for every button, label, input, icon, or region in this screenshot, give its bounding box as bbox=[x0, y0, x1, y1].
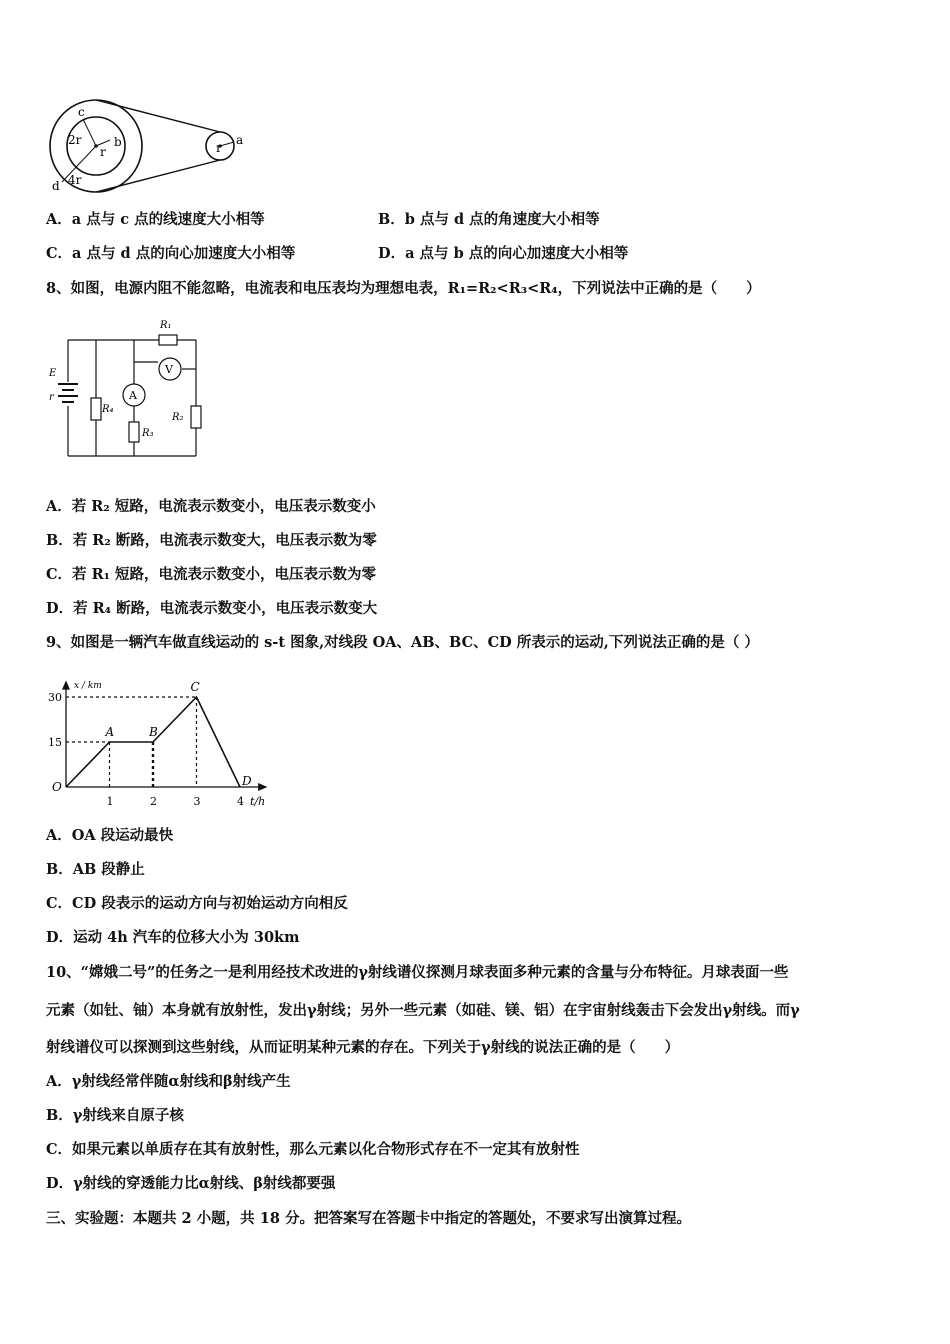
q8-stem: 8、如图，电源内阻不能忽略，电流表和电压表均为理想电表，R₁=R₂<R₃<R₄，下列说法中正确的是（ ） bbox=[46, 280, 761, 297]
q7-option-b: B．b 点与 d 点的角速度大小相等 bbox=[378, 211, 600, 228]
q9-option-d: D．运动 4h 汽车的位移大小为 30km bbox=[46, 929, 300, 946]
x-tick-label: 4 bbox=[237, 795, 244, 808]
q10-stem-line2: 元素（如钍、铀）本身就有放射性，发出γ射线；另外一些元素（如硅、镁、铝）在宇宙射线轰击下会发出γ射线。而γ bbox=[46, 1002, 800, 1019]
q10-option-d: D．γ射线的穿透能力比α射线、β射线都要强 bbox=[46, 1175, 336, 1192]
circuit-label-E: E bbox=[49, 368, 57, 379]
ammeter-label: A bbox=[129, 389, 137, 402]
label-d: d bbox=[52, 179, 60, 193]
circuit-label-R1: R₁ bbox=[160, 320, 172, 331]
circuit-label-r: r bbox=[49, 392, 54, 403]
circuit-label-R3: R₃ bbox=[142, 428, 154, 439]
label-c: c bbox=[78, 105, 85, 119]
pulley-figure bbox=[44, 98, 254, 198]
q7-option-a: A．a 点与 c 点的线速度大小相等 bbox=[46, 211, 265, 228]
y-tick-label: 30 bbox=[48, 691, 62, 704]
q8-option-a: A．若 R₂ 短路，电流表示数变小，电压表示数变小 bbox=[46, 498, 376, 515]
x-axis-arrow bbox=[259, 784, 266, 790]
q10-stem-line1: 10、“嫦娥二号”的任务之一是利用经技术改进的γ射线谱仪探测月球表面多种元素的含量与分布特征。月球表面一些 bbox=[46, 964, 789, 981]
q10-option-c: C．如果元素以单质存在其有放射性，那么元素以化合物形式存在不一定其有放射性 bbox=[46, 1141, 580, 1158]
circuit-label-R2: R₂ bbox=[172, 412, 184, 423]
q9-option-a: A．OA 段运动最快 bbox=[46, 827, 174, 844]
label-r-center: r bbox=[100, 145, 106, 159]
x-axis-label: t/h bbox=[250, 795, 266, 808]
y-axis-label: x / km bbox=[74, 681, 102, 691]
q10-option-b: B．γ射线来自原子核 bbox=[46, 1107, 184, 1124]
x-tick-label: 2 bbox=[150, 795, 157, 808]
label-2r: 2r bbox=[68, 133, 82, 147]
q8-option-b: B．若 R₂ 断路，电流表示数变大，电压表示数为零 bbox=[46, 532, 377, 549]
point-label: A bbox=[105, 725, 115, 739]
label-a: a bbox=[236, 133, 244, 147]
circuit-figure bbox=[46, 312, 206, 460]
q7-option-d: D．a 点与 b 点的向心加速度大小相等 bbox=[378, 245, 629, 262]
q9-stem: 9、如图是一辆汽车做直线运动的 s-t 图象,对线段 OA、AB、BC、CD 所表示的运动,下列说法正确的是（ ） bbox=[46, 634, 759, 651]
q10-option-a: A．γ射线经常伴随α射线和β射线产生 bbox=[46, 1073, 291, 1090]
x-tick-label: 3 bbox=[193, 795, 201, 808]
label-4r: 4r bbox=[68, 173, 82, 187]
section-3-heading: 三、实验题：本题共 2 小题，共 18 分。把答案写在答题卡中指定的答题处，不要求写出演算过程。 bbox=[46, 1210, 691, 1227]
voltmeter-label: V bbox=[165, 363, 173, 376]
st-chart bbox=[44, 662, 270, 812]
label-r-small: r bbox=[216, 141, 222, 155]
q9-option-c: C．CD 段表示的运动方向与初始运动方向相反 bbox=[46, 895, 348, 912]
q8-option-d: D．若 R₄ 断路，电流表示数变小，电压表示数变大 bbox=[46, 600, 378, 617]
y-axis-arrow bbox=[63, 682, 69, 689]
y-tick-label: 15 bbox=[48, 736, 62, 749]
label-b: b bbox=[114, 135, 122, 149]
point-label: B bbox=[149, 725, 158, 739]
q10-stem-line3: 射线谱仪可以探测到这些射线，从而证明某种元素的存在。下列关于γ射线的说法正确的是（ ） bbox=[46, 1039, 680, 1056]
q8-option-c: C．若 R₁ 短路，电流表示数变小，电压表示数为零 bbox=[46, 566, 377, 583]
point-label: C bbox=[190, 680, 200, 694]
q9-option-b: B．AB 段静止 bbox=[46, 861, 145, 878]
x-tick-label: 1 bbox=[106, 795, 114, 808]
point-label: D bbox=[242, 774, 252, 788]
q7-option-c: C．a 点与 d 点的向心加速度大小相等 bbox=[46, 245, 296, 262]
point-label: O bbox=[52, 780, 62, 794]
circuit-label-R4: R₄ bbox=[102, 404, 114, 415]
